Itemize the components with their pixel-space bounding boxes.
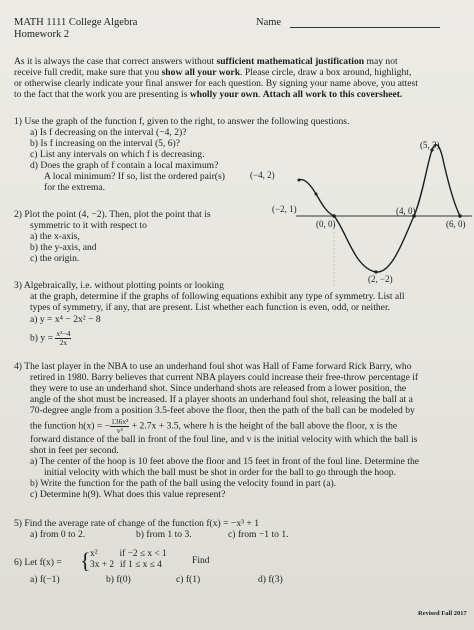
q5-part-b: b) from 1 to 3. [136, 529, 192, 540]
q2-prompt-line1: 2) Plot the point (4, −2). Then, plot the point that is [14, 209, 211, 220]
q3-prompt-line2: at the graph, determine if the graphs of following equations exhibit any type of symmetry. List all [30, 291, 405, 302]
label-5-3: (5, 3) [420, 140, 440, 150]
q4-line5: 70-degree angle from a position 3.5-feet above the floor, then the path of the ball can be modeled by [30, 405, 415, 416]
q1-part-c: c) List any intervals on which f is decreasing. [30, 149, 205, 160]
q1-part-a: a) Is f decreasing on the interval (−4, 2)? [30, 127, 187, 138]
homework-title: Homework 2 [14, 29, 70, 40]
course-title: MATH 1111 College Algebra [14, 17, 138, 28]
intro-line-1: As it is always the case that correct answers without sufficient mathematical justification may not [14, 56, 398, 67]
q6-find: Find [192, 555, 210, 566]
q3-prompt-line1: 3) Algebraically, i.e. without plotting points or looking [14, 280, 224, 291]
label-2-neg2: (2, −2) [368, 274, 393, 284]
point-neg2-1 [315, 193, 318, 196]
q2-part-b: b) the y-axis, and [30, 242, 97, 253]
point-origin [332, 214, 336, 218]
function-curve [299, 145, 460, 272]
label-4-0: (4, 0) [396, 206, 416, 216]
q1-part-d-line2: A local minimum? If so, list the ordered pair(s) [44, 171, 225, 182]
q4-line7: forward distance of the ball in front of the foul line, and v is the initial velocity with which the ball is [30, 434, 418, 445]
name-field[interactable] [290, 27, 440, 28]
q4-line3: they were to use an underhand shot. Since underhand shots are released from a lower position, the [30, 383, 407, 394]
q3-part-a: a) y = x⁴ − 2x² − 8 [30, 314, 101, 325]
q6-brace: { [80, 548, 91, 573]
q6-case1-cond: if −2 ≤ x < 1 [119, 549, 167, 559]
q4-line4: angle of the shot must be increased. If a player shoots an underhand foul shot, releasing the ball at a [30, 394, 413, 405]
label-neg4-2: (−4, 2) [250, 170, 275, 180]
q6-part-d: d) f(3) [258, 574, 283, 585]
label-0-0: (0, 0) [316, 219, 336, 229]
name-label: Name [256, 17, 282, 28]
q4-part-a-line2: initial velocity with which the ball must be shot in order for the ball to go through the hoop. [44, 467, 396, 478]
intro-line-3: or otherwise clearly indicate your final answer for each question. By signing your name above, you attest [14, 78, 418, 89]
intro-line-4: to the fact that the work you are presenting is wholly your own. Attach all work to this coversheet. [14, 89, 403, 100]
q4-part-a-line1: a) The center of the hoop is 10 feet above the floor and 15 feet in front of the foul line. Determine the [30, 456, 420, 467]
q1-part-d-line3: for the extrema. [44, 182, 105, 193]
q4-line8: shot in feet per second. [30, 445, 119, 456]
q1-prompt: 1) Use the graph of the function f, given to the right, to answer the following questions. [14, 116, 350, 127]
q6-part-b: b) f(0) [106, 574, 131, 585]
point-neg4-2 [298, 179, 301, 182]
q4-fraction: $\frac{\text{136x²}}{\text{v²}}$ [111, 417, 129, 435]
point-6-0 [458, 214, 462, 218]
q1-part-d-line1: d) Does the graph of f contain a local maximum? [30, 160, 219, 171]
label-neg2-1: (−2, 1) [272, 204, 297, 214]
q5-prompt: 5) Find the average rate of change of the function f(x) = −x³ + 1 [14, 518, 260, 529]
q2-part-a: a) the x-axis, [30, 231, 80, 242]
q6-part-c: c) f(1) [176, 574, 201, 585]
q5-part-a: a) from 0 to 2. [30, 529, 86, 540]
q6-prompt: 6) Let f(x) = [14, 557, 62, 568]
q3-part-b: b) y = $\frac{\text{x²−4}}{2x}$ [30, 329, 71, 347]
q4-line6: the function h(x) = − $\frac{\text{136x²}}{\text{v²}}$ + 2.7x + 3.5, where h is the height of the ball above the floor, x is the [30, 417, 398, 435]
q6-part-a: a) f(−1) [30, 574, 60, 585]
function-graph-svg [296, 120, 472, 290]
q3-fraction: $\frac{\text{x²−4}}{2x}$ [56, 329, 71, 347]
revised-note: Revised Fall 2017 [418, 610, 467, 617]
function-graph [250, 120, 472, 290]
q3-prompt-line3: types of symmetry, if any, that are present. List whether each function is even, odd, or neither. [30, 302, 391, 313]
q6-case1-expr: x² [90, 549, 98, 559]
label-6-0: (6, 0) [446, 219, 466, 229]
intro-line-2: receive full credit, make sure that you show all your work. Please circle, draw a box around, highlight, [14, 67, 412, 78]
q4-line2: retired in 1980. Barry believes that current NBA players could increase their free-throw percentage if [30, 372, 419, 383]
q6-case2-cond: if 1 ≤ x ≤ 4 [120, 560, 162, 570]
q5-part-c: c) from −1 to 1. [228, 529, 289, 540]
q6-case2-expr: 3x + 2 [90, 560, 115, 570]
q2-prompt-line2: symmetric to it with respect to [30, 220, 147, 231]
q1-part-b: b) Is f increasing on the interval (5, 6)? [30, 138, 180, 149]
q4-part-b: b) Write the function for the path of the ball using the velocity found in part (a). [30, 478, 337, 489]
q4-part-c: c) Determine h(9). What does this value represent? [30, 489, 226, 500]
q2-part-c: c) the origin. [30, 253, 80, 264]
q6-piecewise [90, 549, 167, 571]
q4-line1: 4) The last player in the NBA to use an underhand foul shot was Hall of Fame forward Rick Barry, who [14, 361, 412, 372]
